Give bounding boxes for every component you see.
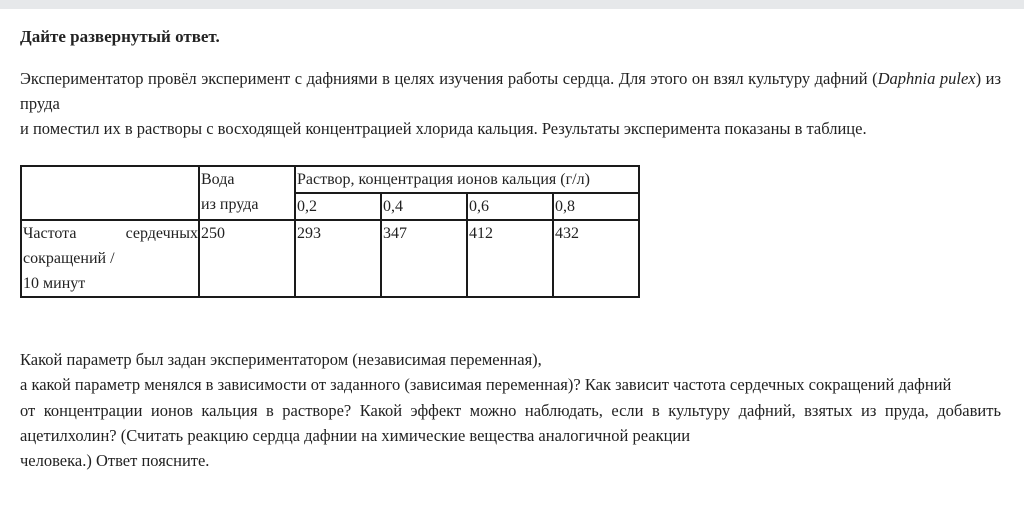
value-cell: 432 [553,220,639,297]
empty-header-cell [21,166,199,220]
question-line-4: человека.) Ответ поясните. [20,451,210,471]
intro-paragraph [20,66,1001,116]
intro-text-start: Экспериментатор провёл эксперимент с дафниями в целях изучения работы сердца. Для этого он взял культуру дафний ( [20,69,878,88]
table-row [21,220,639,297]
table-header-row [21,166,639,193]
concentration-cell: 0,4 [381,193,467,220]
row-label-line2: 10 минут [23,275,86,292]
value-cell: 293 [295,220,381,297]
concentration-cell: 0,8 [553,193,639,220]
water-header-cell [199,166,295,220]
intro-paragraph-2: и поместил их в растворы с восходящей концентрацией хлорида кальция. Результаты эксперимента показаны в таблице. [20,119,867,138]
water-value-cell: 250 [199,220,295,297]
top-bar [0,0,1024,9]
results-table [20,165,640,298]
concentration-cell: 0,6 [467,193,553,220]
value-cell: 412 [467,220,553,297]
question-line-2: а какой параметр менялся в зависимости от заданного (зависимая переменная)? Как зависит частота сердечных сокращений дафний [20,375,952,395]
intro-text-end: ) из пруда [20,69,1002,113]
question-block [20,347,1001,473]
task-heading: Дайте развернутый ответ. [20,27,220,46]
water-header-line1: Вода [201,171,235,188]
water-header-line2: из пруда [201,196,259,213]
row-label: Частота сердечных сокращений / [23,225,198,267]
concentration-cell: 0,2 [295,193,381,220]
solution-header-cell: Раствор, концентрация ионов кальция (г/л) [295,166,639,193]
row-label-cell [21,220,199,297]
species-name: Daphnia pulex [877,69,976,88]
question-line-1: Какой параметр был задан экспериментатором (независимая переменная), [20,350,542,369]
value-cell: 347 [381,220,467,297]
question-line-3: от концентрации ионов кальция в растворе? Какой эффект можно наблюдать, если в культуру дафний, взятых из пруда, добавить ацетилхолин? (Считать реакцию сердца дафнии на химические вещества аналогичной реакции [20,400,1001,445]
task-content [20,24,1001,141]
